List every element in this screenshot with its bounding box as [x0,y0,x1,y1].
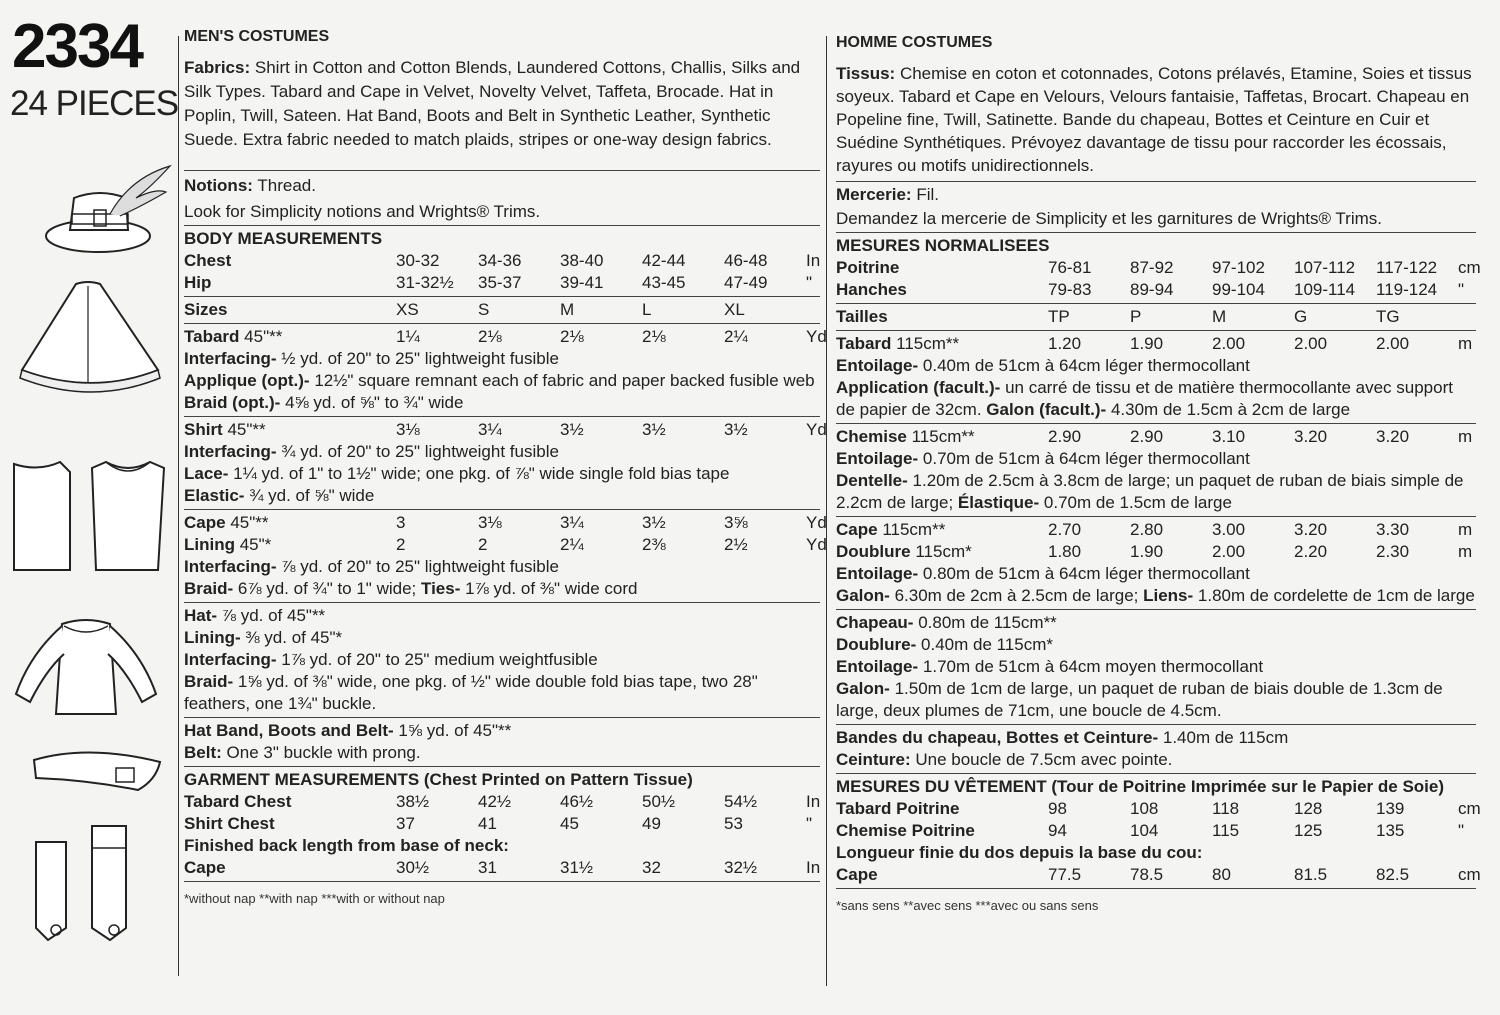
center-divider [826,36,827,986]
chemise-poitrine-row: Chemise Poitrine 94 104 115 125 135 " [836,821,1465,840]
hat-line: Hat- ⅞ yd. of 45"** [184,606,326,625]
cape-length-row: Cape 30½ 31 31½ 32 32½ In [184,858,821,877]
notions-line2: Look for Simplicity notions and Wrights® Trims. [184,202,541,221]
french-column [836,26,1481,917]
cape-row: Cape 45"** 3 3⅛ 3¼ 3½ 3⅝ Yd [184,513,827,532]
poitrine-row: Poitrine 76-81 87-92 97-102 107-112 117-122 cm [836,258,1481,277]
chemise-row: Chemise 115cm** 2.90 2.90 3.10 3.20 3.20 m [836,427,1473,446]
chemise-elastique: 2.2cm de large; Élastique- 0.70m de 1.5cm de large [836,493,1232,512]
bandes-line: Bandes du chapeau, Bottes et Ceinture- 1.40m de 115cm [836,728,1289,747]
body-measurements-header: BODY MEASUREMENTS [184,229,383,248]
left-border [178,36,179,976]
chapeau-entoilage: Entoilage- 1.70m de 51cm à 64cm moyen thermocollant [836,657,1264,676]
shirt-chest-row: Shirt Chest 37 41 45 49 53 " [184,814,813,833]
tabard-galon: de papier de 32cm. Galon (facult.)- 4.30m de 1.5cm à 2cm de large [836,400,1351,419]
tabard-illustration [8,458,168,578]
cape-illustration [8,278,173,398]
chapeau-galon: Galon- 1.50m de 1cm de large, un paquet de ruban de biais double de 1.3cm de [836,679,1443,698]
fabrics-text: Shirt in Cotton and Cotton Blends, Laundered Cottons, Challis, Silks and Silk Types. Tabard and Cape in Velvet, Novelty Velvet, Taffeta, Brocade. Hat in Poplin, Twill, Sateen. Hat Band, Boots and Belt in Synthetic Leather, Synthetic Suede. Extra fabric needed to match plaids, stripes or one-way design fabrics. [184,58,801,149]
chest-row: Chest 30-32 34-36 38-40 42-44 46-48 In [184,251,821,270]
mesures-normalisees-header: MESURES NORMALISEES [836,236,1050,255]
cape-longueur-row: Cape 77.5 78.5 80 81.5 82.5 cm [836,865,1481,884]
chemise-entoilage: Entoilage- 0.70m de 51cm à 64cm léger thermocollant [836,449,1250,468]
boots-illustration [30,820,140,950]
french-title: HOMME COSTUMES [836,34,993,51]
tabard-row: Tabard 45"** 1¼ 2⅛ 2⅛ 2⅛ 2¼ Yd [184,327,827,346]
english-title: MEN'S COSTUMES [184,28,330,45]
tabard-braid: Braid (opt.)- 4⅝ yd. of ⅝" to ¾" wide [184,393,464,412]
pattern-number: 2334 [12,12,142,81]
chapeau-line: Chapeau- 0.80m de 115cm** [836,613,1057,632]
tissus-paragraph: Tissus: Chemise en coton et cotonnades, Cotons prélavés, Etamine, Soies et tissus soyeux. Tabard et Cape en Velours, Velours fantaisie, Taffetas, Brocart. Chapeau en Popeline fine, Twill, Satinette. Bande du chapeau, Bottes et Ceinture en Cuir et Suédine Synthétiques. Prévoyez davantage de tissu pour raccorder les écossais, rayures ou motifs unidirectionnels. [836,64,1472,175]
tabard-application: Application (facult.)- un carré de tissu et de matière thermocollante avec support [836,378,1453,397]
cape-entoilage: Entoilage- 0.80m de 51cm à 64cm léger thermocollant [836,564,1250,583]
shirt-lace: Lace- 1¼ yd. of 1" to 1½" wide; one pkg. of ⅞" wide single fold bias tape [184,464,730,483]
tabard-interfacing: Interfacing- ½ yd. of 20" to 25" lightweight fusible [184,349,559,368]
tabard-applique: Applique (opt.)- 12½" square remnant each of fabric and paper backed fusible web [184,371,815,390]
sizes-row: Sizes XS S M L XL [184,300,745,319]
hat-lining: Lining- ⅜ yd. of 45"* [184,628,343,647]
hip-row: Hip 31-32½ 35-37 39-41 43-45 47-49 " [184,273,813,292]
pieces-count: 24 PIECES [10,84,179,123]
belt-illustration [28,740,168,796]
fabrics-paragraph [184,56,820,152]
cape-interfacing: Interfacing- ⅞ yd. of 20" to 25" lightweight fusible [184,557,559,576]
doublure-row: Doublure 115cm* 1.80 1.90 2.00 2.20 2.30 m [836,542,1473,561]
tabard-poitrine-row: Tabard Poitrine 98 108 118 128 139 cm [836,799,1481,818]
lining-row: Lining 45"* 2 2 2¼ 2⅜ 2½ Yd [184,535,827,554]
hat-braid-cont: feathers, one 1¾" buckle. [184,694,377,713]
hat-interfacing: Interfacing- 1⅞ yd. of 20" to 25" medium weightfusible [184,650,598,669]
footnote-fr: *sans sens **avec sens ***avec ou sans sens [836,898,1099,913]
chapeau-galon-cont: large, deux plumes de 71cm, une boucle de 4.5cm. [836,701,1222,720]
hat-braid: Braid- 1⅝ yd. of ⅜" wide, one pkg. of ½" wide double fold bias tape, two 28" [184,672,758,691]
mercerie-line2: Demandez la mercerie de Simplicity et les garnitures de Wrights® Trims. [836,209,1383,228]
shirt-row: Shirt 45"** 3⅛ 3¼ 3½ 3½ 3½ Yd [184,420,827,439]
tabard-chest-row: Tabard Chest 38½ 42½ 46½ 50½ 54½ In [184,792,821,811]
shirt-illustration [6,614,171,724]
cape-fr-row: Cape 115cm** 2.70 2.80 3.00 3.20 3.30 m [836,520,1473,539]
notions-line: Notions: Thread. [184,176,316,195]
hat-illustration [30,158,180,268]
shirt-elastic: Elastic- ¾ yd. of ⅝" wide [184,486,375,505]
english-column [184,26,827,910]
hat-band-line: Hat Band, Boots and Belt- 1⅝ yd. of 45"** [184,721,512,740]
hanches-row: Hanches 79-83 89-94 99-104 109-114 119-124 " [836,280,1465,299]
back-length-label: Finished back length from base of neck: [184,836,509,855]
tabard-entoilage: Entoilage- 0.40m de 51cm à 64cm léger thermocollant [836,356,1250,375]
mesures-vetement-header: MESURES DU VÊTEMENT (Tour de Poitrine Imprimée sur le Papier de Soie) [836,777,1445,796]
mercerie-line: Mercerie: Fil. [836,185,940,204]
garment-measurements-header: GARMENT MEASUREMENTS (Chest Printed on Pattern Tissue) [184,770,693,789]
chapeau-doublure: Doublure- 0.40m de 115cm* [836,635,1053,654]
chemise-dentelle: Dentelle- 1.20m de 2.5cm à 3.8cm de large; un paquet de ruban de biais simple de [836,471,1464,490]
cape-galon: Galon- 6.30m de 2cm à 2.5cm de large; Liens- 1.80m de cordelette de 1cm de large [836,586,1475,605]
tabard-fr-row: Tabard 115cm** 1.20 1.90 2.00 2.00 2.00 m [836,334,1473,353]
shirt-interfacing: Interfacing- ¾ yd. of 20" to 25" lightweight fusible [184,442,559,461]
longueur-label: Longueur finie du dos depuis la base du cou: [836,843,1203,862]
ceinture-line: Ceinture: Une boucle de 7.5cm avec pointe. [836,750,1173,769]
belt-line: Belt: One 3" buckle with prong. [184,743,421,762]
tailles-row: Tailles TP P M G TG [836,307,1400,326]
cape-braid: Braid- 6⅞ yd. of ¾" to 1" wide; Ties- 1⅞ yd. of ⅜" wide cord [184,579,638,598]
footnote: *without nap **with nap ***with or without nap [184,891,445,906]
fabrics-label: Fabrics: [184,58,251,77]
